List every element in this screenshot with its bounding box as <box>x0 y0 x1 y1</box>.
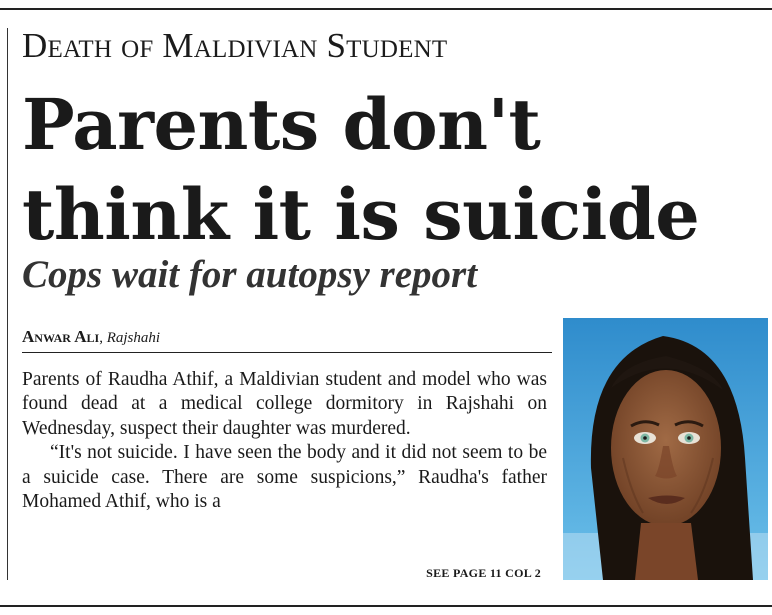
top-rule <box>0 8 772 10</box>
paragraph-1: Parents of Raudha Athif, a Maldivian student and model who was found dead at a medical college dormitory in Rajshahi on Wednesday, suspect their daughter was murdered. <box>22 369 547 439</box>
byline-author: Anwar Ali <box>22 327 100 346</box>
byline-rule <box>22 352 552 353</box>
portrait-photo-illustration <box>563 318 768 580</box>
portrait-photo <box>563 318 768 580</box>
kicker: Death of Maldivian Student <box>22 26 448 65</box>
headline: Parents don't think it is suicide <box>22 83 700 256</box>
bottom-rule <box>0 605 772 607</box>
continuation-jump: SEE PAGE 11 COL 2 <box>426 566 541 580</box>
subheadline: Cops wait for autopsy report <box>22 253 478 296</box>
left-column-rule <box>7 28 8 580</box>
byline <box>22 327 160 347</box>
article-body <box>22 368 547 514</box>
paragraph-2: “It's not suicide. I have seen the body and it did not seem to be a suicide case. There are some suspicions,” Raudha's father Mohamed Athif, who is a <box>22 442 547 513</box>
byline-location: Rajshahi <box>106 330 161 346</box>
byline-separator: , <box>99 330 107 346</box>
